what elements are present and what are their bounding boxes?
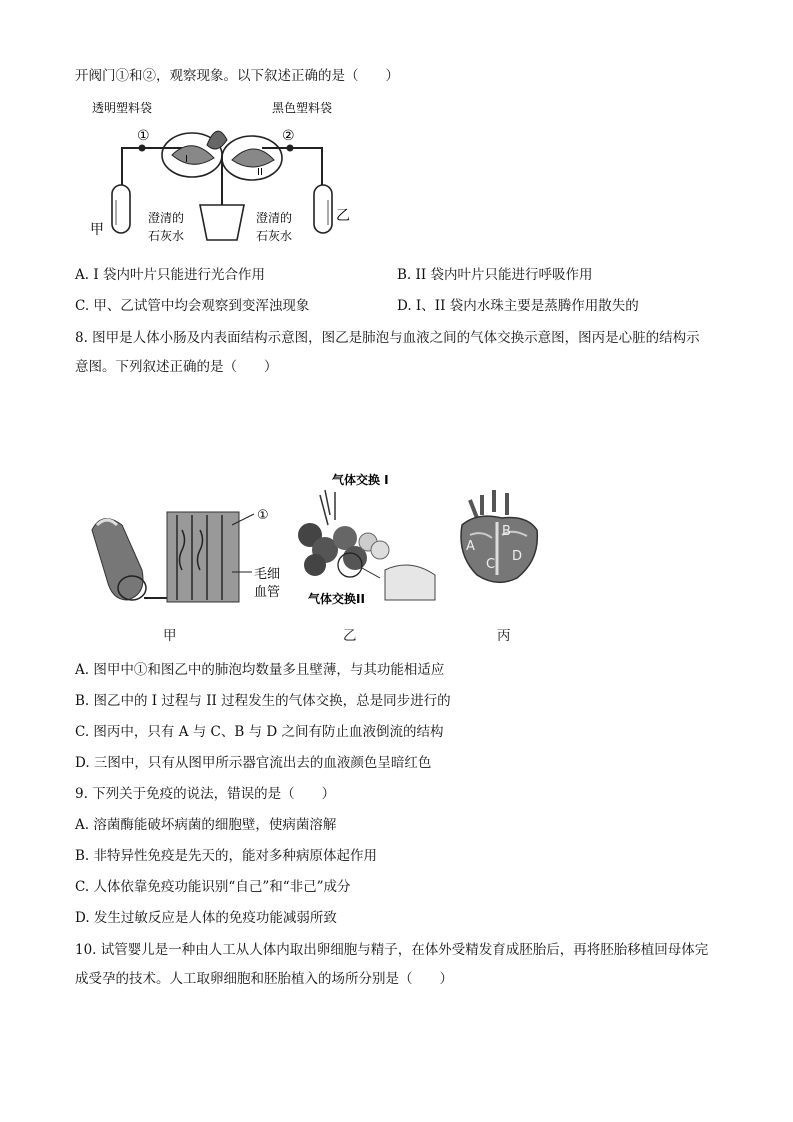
- q8-small-intestine-figure: [82, 500, 297, 610]
- q9-option-c: C. 人体依靠免疫功能识别“自己”和“非己”成分: [75, 879, 351, 895]
- q8-heart-figure: [452, 490, 547, 590]
- q8-option-d: D. 三图中，只有从图甲所示器官流出去的血液颜色呈暗红色: [75, 755, 432, 771]
- q8-stem-line-2: 意图。下列叙述正确的是（ ）: [75, 359, 278, 375]
- q7-plant-experiment-figure: [82, 100, 362, 250]
- caption-jia: 甲: [163, 628, 177, 644]
- label-gas-exchange-2: 气体交换II: [308, 592, 365, 606]
- label-limewater-right-2: 石灰水: [256, 229, 293, 243]
- q7-stem-tail: 开阀门①和②，观察现象。以下叙述正确的是（ ）: [75, 68, 399, 84]
- q8-alveoli-figure: [290, 470, 440, 610]
- q9-option-d: D. 发生过敏反应是人体的免疫功能减弱所致: [75, 910, 337, 926]
- label-circle-1: ①: [257, 508, 269, 523]
- heart-label-a: A: [466, 539, 475, 554]
- q9-stem: 9. 下列关于免疫的说法，错误的是（ ）: [75, 786, 336, 802]
- q8-option-c: C. 图丙中，只有 A 与 C、B 与 D 之间有防止血液倒流的结构: [75, 724, 444, 740]
- q10-stem-line-2: 成受孕的技术。人工取卵细胞和胚胎植入的场所分别是（ ）: [75, 971, 453, 987]
- q8-stem-line-1: 8. 图甲是人体小肠及内表面结构示意图，图乙是肺泡与血液之间的气体交换示意图，图丙是心脏的结构示: [75, 330, 700, 346]
- q7-option-c: C. 甲、乙试管中均会观察到变浑浊现象: [75, 298, 310, 314]
- label-limewater-right-1: 澄清的: [256, 211, 293, 225]
- heart-label-c: C: [486, 557, 496, 572]
- label-limewater-left-1: 澄清的: [148, 211, 185, 225]
- label-bag-2: II: [257, 167, 263, 178]
- label-bag-1: I: [185, 154, 188, 165]
- label-black-bag: 黑色塑料袋: [272, 101, 333, 115]
- label-tube-yi: 乙: [336, 208, 350, 224]
- caption-yi: 乙: [343, 628, 357, 644]
- q9-option-b: B. 非特异性免疫是先天的，能对多种病原体起作用: [75, 848, 378, 864]
- label-valve-1: ①: [137, 128, 150, 144]
- label-capillary-1: 毛细: [254, 567, 281, 582]
- q7-option-d: D. I、II 袋内水珠主要是蒸腾作用散失的: [397, 298, 639, 314]
- label-valve-2: ②: [282, 128, 295, 144]
- label-capillary-2: 血管: [254, 585, 281, 600]
- q10-stem-line-1: 10. 试管婴儿是一种由人工从人体内取出卵细胞与精子，在体外受精发育成胚胎后，再将胚胎移植回母体完: [75, 942, 709, 958]
- label-limewater-left-2: 石灰水: [148, 229, 185, 243]
- q7-option-b: B. II 袋内叶片只能进行呼吸作用: [397, 267, 593, 283]
- label-tube-jia: 甲: [90, 222, 104, 238]
- caption-bing: 丙: [497, 628, 511, 644]
- label-gas-exchange-1: 气体交换 I: [332, 473, 389, 487]
- q9-option-a: A. 溶菌酶能破坏病菌的细胞壁，使病菌溶解: [75, 817, 337, 833]
- label-transparent-bag: 透明塑料袋: [92, 101, 153, 115]
- q8-option-a: A. 图甲中①和图乙中的肺泡均数量多且壁薄，与其功能相适应: [75, 662, 445, 678]
- heart-label-b: B: [502, 524, 511, 539]
- q7-option-a: A. I 袋内叶片只能进行光合作用: [75, 267, 265, 283]
- heart-label-d: D: [512, 549, 523, 564]
- q8-option-b: B. 图乙中的 I 过程与 II 过程发生的气体交换，总是同步进行的: [75, 693, 451, 709]
